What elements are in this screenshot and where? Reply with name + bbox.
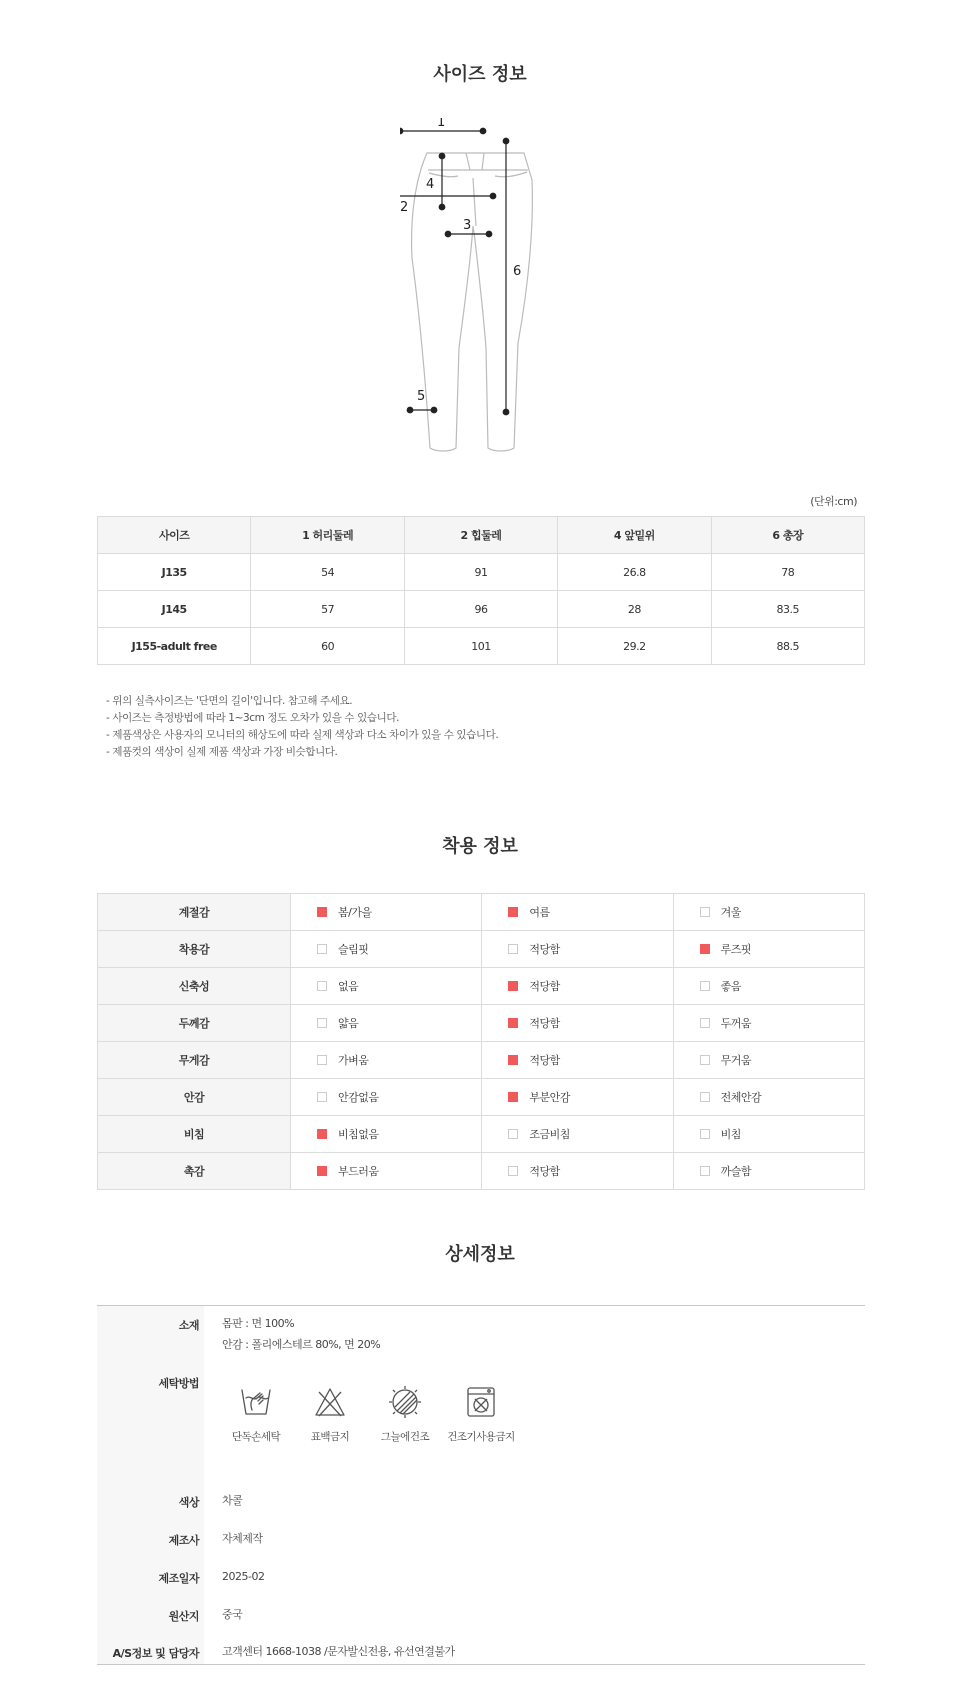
table-row <box>98 1153 865 1190</box>
table-row <box>98 894 865 931</box>
checkbox-empty-icon <box>700 1018 710 1028</box>
material-line: 몸판 : 면 100% <box>222 1317 295 1330</box>
checkbox-empty-icon <box>700 1166 710 1176</box>
fit-option <box>482 1153 673 1190</box>
shade-dry-icon <box>387 1384 423 1420</box>
table-row <box>98 591 865 628</box>
checkbox-empty-icon <box>317 1092 327 1102</box>
unit-label: (단위:cm) <box>810 495 857 508</box>
no-tumble-dry-icon <box>463 1384 499 1420</box>
fit-option-label: 적당함 <box>529 1017 560 1030</box>
fit-option <box>291 1153 482 1190</box>
fit-option <box>673 1153 864 1190</box>
size-value-cell: 54 <box>251 554 404 591</box>
fit-option-label: 까슬함 <box>720 1165 752 1178</box>
fit-option-label: 전체안감 <box>720 1091 762 1104</box>
fit-info-title: 착용 정보 <box>442 836 518 857</box>
size-name-cell: J145 <box>98 591 251 628</box>
checkbox-empty-icon <box>700 1092 710 1102</box>
fit-option-label: 슬림핏 <box>338 943 369 956</box>
material-value <box>222 1313 380 1355</box>
fit-row-label: 무게감 <box>98 1042 291 1079</box>
fit-option-label: 봄/가을 <box>338 906 372 919</box>
size-header-cell: 6 총장 <box>711 517 864 554</box>
checkbox-checked-icon <box>508 907 518 917</box>
fit-option-label: 얇음 <box>338 1017 359 1030</box>
size-header-cell: 1 허리둘레 <box>251 517 404 554</box>
size-value-cell: 101 <box>404 628 557 665</box>
fit-option-label: 안감없음 <box>338 1091 379 1104</box>
fit-option-label: 여름 <box>529 906 550 919</box>
maker-value: 자체제작 <box>222 1532 263 1545</box>
note-line: - 제품색상은 사용자의 모니터의 해상도에 따라 실제 색상과 다소 차이가 있을 수 있습니다. <box>106 729 499 741</box>
pants-outline <box>412 153 533 451</box>
origin-value: 중국 <box>222 1608 243 1621</box>
color-value: 차콜 <box>222 1494 243 1507</box>
size-value-cell: 57 <box>251 591 404 628</box>
table-row <box>98 1116 865 1153</box>
date-label: 제조일자 <box>158 1572 199 1585</box>
care-label: 건조기사용금지 <box>447 1431 515 1443</box>
care-label: 표백금지 <box>310 1431 350 1443</box>
size-value-cell: 83.5 <box>711 591 864 628</box>
care-no-bleach <box>290 1384 370 1444</box>
detail-info-title: 상세정보 <box>445 1244 515 1265</box>
care-no-tumble-dry <box>441 1384 521 1444</box>
fit-option-label: 부드러움 <box>338 1165 379 1178</box>
detail-top-divider <box>97 1305 865 1306</box>
fit-option-label: 루즈핏 <box>720 943 752 956</box>
as-value: 고객센터 1668-1038 /문자발신전용, 유선연결불가 <box>222 1645 455 1658</box>
fit-option <box>482 1116 673 1153</box>
date-value: 2025-02 <box>222 1570 265 1583</box>
fit-table <box>97 893 865 1190</box>
note-line: - 제품컷의 색상이 실제 제품 색상과 가장 비슷합니다. <box>106 746 338 758</box>
fit-option-label: 없음 <box>338 980 359 993</box>
table-row <box>98 628 865 665</box>
fit-row-label: 두께감 <box>98 1005 291 1042</box>
checkbox-empty-icon <box>700 1055 710 1065</box>
checkbox-empty-icon <box>508 1166 518 1176</box>
size-info-title: 사이즈 정보 <box>433 64 527 85</box>
fit-option-label: 비침없음 <box>338 1128 379 1141</box>
note-line: - 사이즈는 측정방법에 따라 1~3cm 정도 오차가 있을 수 있습니다. <box>106 712 400 724</box>
fit-row-label: 계절감 <box>98 894 291 931</box>
no-bleach-icon <box>312 1384 348 1420</box>
fit-option <box>482 894 673 931</box>
size-header-cell: 2 힙둘레 <box>404 517 557 554</box>
care-shade-dry <box>365 1384 445 1444</box>
fit-option <box>673 968 864 1005</box>
pants-measurement-diagram <box>400 118 580 458</box>
fit-option <box>482 968 673 1005</box>
size-value-cell: 96 <box>404 591 557 628</box>
size-header-cell: 4 앞밑위 <box>558 517 711 554</box>
fit-option <box>291 931 482 968</box>
checkbox-empty-icon <box>700 907 710 917</box>
size-name-cell: J135 <box>98 554 251 591</box>
fit-row-label: 촉감 <box>98 1153 291 1190</box>
care-label: 단독손세탁 <box>231 1431 281 1443</box>
checkbox-checked-icon <box>508 1092 518 1102</box>
wash-label: 세탁방법 <box>158 1377 199 1390</box>
as-label: A/S정보 및 담당자 <box>112 1647 199 1660</box>
checkbox-empty-icon <box>317 981 327 991</box>
table-row <box>98 1005 865 1042</box>
fit-option <box>673 1042 864 1079</box>
size-name-cell: J155-adult free <box>98 628 251 665</box>
label-1-waist: 1 <box>437 118 446 130</box>
fit-option <box>482 1079 673 1116</box>
size-value-cell: 29.2 <box>558 628 711 665</box>
fit-row-label: 신축성 <box>98 968 291 1005</box>
fit-row-label: 안감 <box>98 1079 291 1116</box>
fit-option <box>482 1005 673 1042</box>
fit-option-label: 부분안감 <box>529 1091 570 1104</box>
pants-diagram-svg <box>400 118 580 458</box>
material-label: 소재 <box>178 1319 199 1332</box>
fit-row-label: 비침 <box>98 1116 291 1153</box>
fit-option <box>673 931 864 968</box>
fit-option-label: 겨울 <box>720 906 741 919</box>
fit-option-label: 좋음 <box>720 980 741 993</box>
checkbox-empty-icon <box>700 981 710 991</box>
origin-label: 원산지 <box>168 1610 199 1623</box>
hand-wash-icon <box>238 1384 274 1420</box>
checkbox-empty-icon <box>508 944 518 954</box>
fit-option-label: 두꺼움 <box>720 1017 752 1030</box>
care-label: 그늘에건조 <box>380 1431 430 1443</box>
fit-row-label: 착용감 <box>98 931 291 968</box>
fit-option <box>673 1116 864 1153</box>
checkbox-empty-icon <box>317 1018 327 1028</box>
fit-option <box>482 931 673 968</box>
fit-option <box>291 894 482 931</box>
label-4-rise: 4 <box>426 177 435 192</box>
color-label: 색상 <box>178 1496 199 1509</box>
size-table-header <box>98 517 865 554</box>
fit-option <box>291 968 482 1005</box>
checkbox-checked-icon <box>317 1166 327 1176</box>
fit-option-label: 적당함 <box>529 980 560 993</box>
checkbox-empty-icon <box>317 944 327 954</box>
fit-option-label: 가벼움 <box>338 1054 369 1067</box>
fit-option-label: 적당함 <box>529 943 560 956</box>
care-hand-wash <box>216 1384 296 1444</box>
checkbox-checked-icon <box>508 1055 518 1065</box>
fit-option-label: 비침 <box>720 1128 741 1141</box>
maker-label: 제조사 <box>168 1534 199 1547</box>
checkbox-checked-icon <box>508 1018 518 1028</box>
size-value-cell: 78 <box>711 554 864 591</box>
size-table <box>97 516 865 665</box>
label-3-thigh: 3 <box>463 218 472 233</box>
size-value-cell: 60 <box>251 628 404 665</box>
fit-option <box>482 1042 673 1079</box>
label-2-hip: 2 <box>400 200 409 215</box>
size-notes <box>106 693 498 761</box>
table-row <box>98 968 865 1005</box>
checkbox-checked-icon <box>317 907 327 917</box>
checkbox-empty-icon <box>508 1129 518 1139</box>
checkbox-checked-icon <box>700 944 710 954</box>
checkbox-empty-icon <box>317 1055 327 1065</box>
table-row <box>98 1079 865 1116</box>
checkbox-empty-icon <box>700 1129 710 1139</box>
fit-option-label: 적당함 <box>529 1054 560 1067</box>
fit-option-label: 조금비침 <box>529 1128 570 1141</box>
label-5-hem: 5 <box>417 389 426 404</box>
size-value-cell: 91 <box>404 554 557 591</box>
fit-option <box>673 1005 864 1042</box>
fit-option <box>291 1079 482 1116</box>
size-value-cell: 26.8 <box>558 554 711 591</box>
fit-option-label: 무거움 <box>720 1054 752 1067</box>
size-value-cell: 28 <box>558 591 711 628</box>
measurement-lines <box>400 128 509 415</box>
table-row <box>98 1042 865 1079</box>
detail-bottom-divider <box>97 1664 865 1665</box>
fit-option <box>673 894 864 931</box>
size-value-cell: 88.5 <box>711 628 864 665</box>
checkbox-checked-icon <box>508 981 518 991</box>
fit-option <box>291 1116 482 1153</box>
size-header-cell: 사이즈 <box>98 517 251 554</box>
checkbox-checked-icon <box>317 1129 327 1139</box>
label-6-length: 6 <box>513 264 522 279</box>
note-line: - 위의 실측사이즈는 '단면의 길이'입니다. 참고해 주세요. <box>106 695 353 707</box>
table-row <box>98 554 865 591</box>
material-line: 안감 : 폴리에스테르 80%, 면 20% <box>222 1338 381 1351</box>
table-row <box>98 931 865 968</box>
fit-option <box>291 1042 482 1079</box>
fit-option <box>291 1005 482 1042</box>
fit-option <box>673 1079 864 1116</box>
fit-option-label: 적당함 <box>529 1165 560 1178</box>
